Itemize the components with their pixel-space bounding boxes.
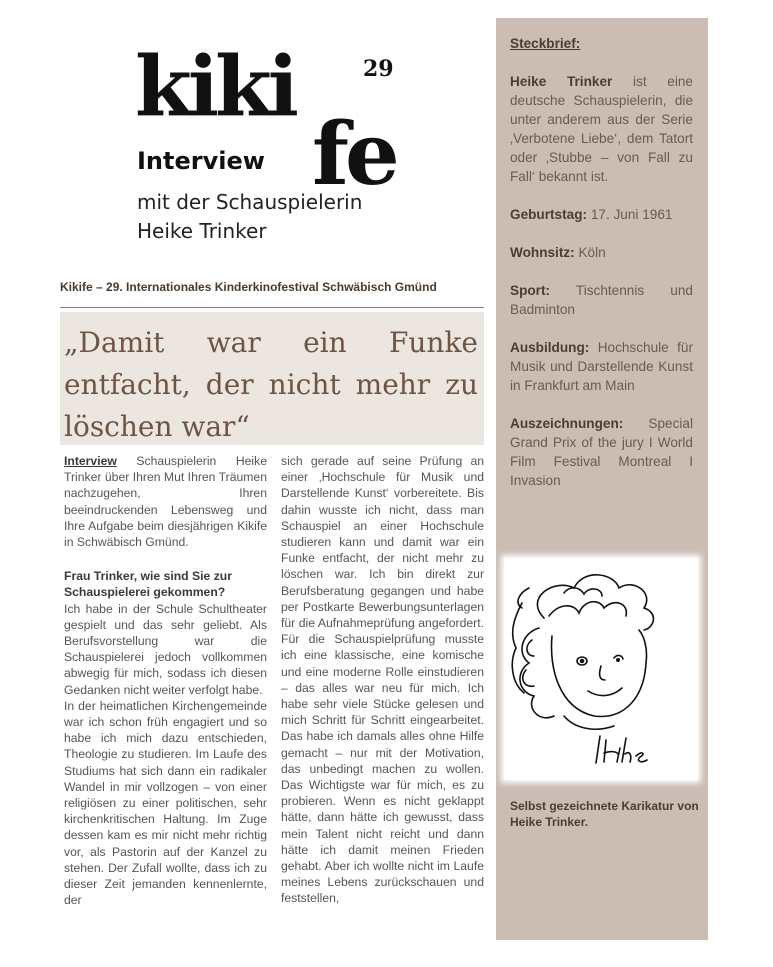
logo-fe: fe (312, 104, 396, 205)
sidebar-title: Steckbrief: (510, 36, 581, 51)
education-label: Ausbildung: (510, 340, 590, 355)
signature (596, 736, 647, 763)
headline-word: war (206, 326, 261, 359)
residence-value: Köln (574, 245, 606, 260)
logo-interview: Interview (137, 147, 265, 175)
bio-name: Heike Trinker (510, 74, 613, 89)
residence-label: Wohnsitz: (510, 245, 575, 260)
headline-line-2 (64, 364, 478, 406)
sidebar-sport (510, 281, 693, 319)
kikife-logo (135, 39, 425, 252)
headline-word: Funke (388, 326, 478, 359)
awards-label: Auszeichnungen: (510, 416, 624, 431)
lead-text: Schauspielerin Heike Trinker über Ihren Mut Ihren Träumen nachzugehen, Ihren beeindruckenden Lebensweg und Ihre Aufgabe beim diesjährigen Kikife in Schwäbisch Gmünd. (64, 454, 267, 550)
headline-word: ein (303, 326, 347, 359)
headline-line-1 (64, 322, 478, 364)
headline-quote (64, 322, 478, 448)
headline-word: zu (445, 368, 478, 401)
answer-paragraph: sich gerade auf seine Prüfung an einer ‚Hochschule für Musik und Darstellende Kunst‘ vorbereitete. Bis dahin wusste ich nicht, dass man Schauspiel an einer Hochschule studieren kann und damit war ein Funke entfacht, der nicht mehr zu löschen war. Ich bin direkt zur Berufsberatung gegangen und habe per Postkarte Bewerbungsunterlagen für die Aufnahmeprüfung angefordert. Für die Schauspielprüfung musste ich eine klassische, eine komische und eine moderne Rolle einstudieren – das alles war neu für mich. Ich habe sehr viele Stücke gelesen und mich Schritt für Schritt eingearbeitet. Das habe ich damals alles ohne Hilfe gemacht – nur mit der Motivation, das unbedingt machen zu wollen. Das Wichtigste war für mich, es zu probieren. Wenn es nicht geklappt hätte, dann hätte ich gewusst, dass mein Talent nicht reicht und dann hätte ich damit meinen Frieden gehabt. Aber ich wollte nicht im Laufe meines Lebens zurückschauen und feststellen, (281, 454, 484, 906)
sport-value: Tischtennis und Badminton (510, 283, 693, 317)
headline-word: entfacht, (64, 368, 191, 401)
caricature-image (504, 558, 698, 780)
question: Frau Trinker, wie sind Sie zur Schauspielerei gekommen? (64, 569, 232, 600)
sidebar-residence (510, 243, 693, 262)
headline-word: „Damit (64, 326, 165, 359)
sport-label: Sport: (510, 283, 551, 298)
lead-paragraph (64, 453, 267, 550)
birthday-label: Geburtstag: (510, 207, 588, 222)
birthday-value: 17. Juni 1961 (587, 207, 673, 222)
answer-paragraph: Ich habe in der Schule Schultheater gespielt und das sehr geliebt. Als Berufsvorstellung war die Schauspielerei jedoch vollkommen abwegig für mich, sodass ich diesen Gedanken nicht weiter verfolgt habe. (64, 601, 267, 697)
logo-subtitle-line1: mit der Schauspielerin (137, 190, 363, 214)
caricature-caption: Selbst gezeichnete Karikatur von Heike Trinker. (510, 799, 699, 829)
sidebar-education (510, 338, 693, 395)
headline-word: der (205, 368, 254, 401)
headline-word: mehr (355, 368, 431, 401)
sidebar-awards (510, 414, 693, 490)
headline-word: nicht (268, 368, 341, 401)
article-column-2 (281, 453, 484, 907)
caricature-drawing (504, 558, 698, 780)
sidebar-bio (510, 72, 693, 186)
logo-subtitle-line2: Heike Trinker (137, 219, 267, 243)
bio-text: ist eine deutsche Schauspielerin, die unter anderem aus der Serie ‚Verbotene Liebe‘, dem Tatort oder ‚Stubbe – von Fall zu Fall‘ bekannt ist. (510, 74, 693, 184)
headline-line-3: löschen war“ (64, 410, 250, 443)
festival-line: Kikife – 29. Internationales Kinderkinofestival Schwäbisch Gmünd (60, 280, 437, 294)
divider (60, 307, 484, 308)
logo-kiki: kiki (135, 39, 295, 135)
education-value: Hochschule für Musik und Darstellende Kunst in Frankfurt am Main (510, 340, 693, 393)
answer-paragraph: In der heimatlichen Kirchengemeinde war ich schon früh engagiert und so habe ich mich dazu entschieden, Theologie zu studieren. Im Laufe des Studiums hat sich dann ein radikaler Wandel in mir vollzogen – von einer religiösen zu einer politischen, sehr kirchenkritischen Haltung. Im Zuge dessen kam es mir nicht mehr richtig vor, als Pastorin auf der Kanzel zu stehen. Der Zufall wollte, dass ich zu dieser Zeit jemanden kennenlernte, der (64, 698, 267, 908)
awards-value: Special Grand Prix of the jury I World Film Festival Montreal I Invasion (510, 416, 693, 488)
article-column-1 (64, 453, 267, 908)
sidebar-birthday (510, 205, 693, 224)
logo-number: 29 (363, 56, 394, 82)
lead-word: Interview (64, 454, 117, 468)
